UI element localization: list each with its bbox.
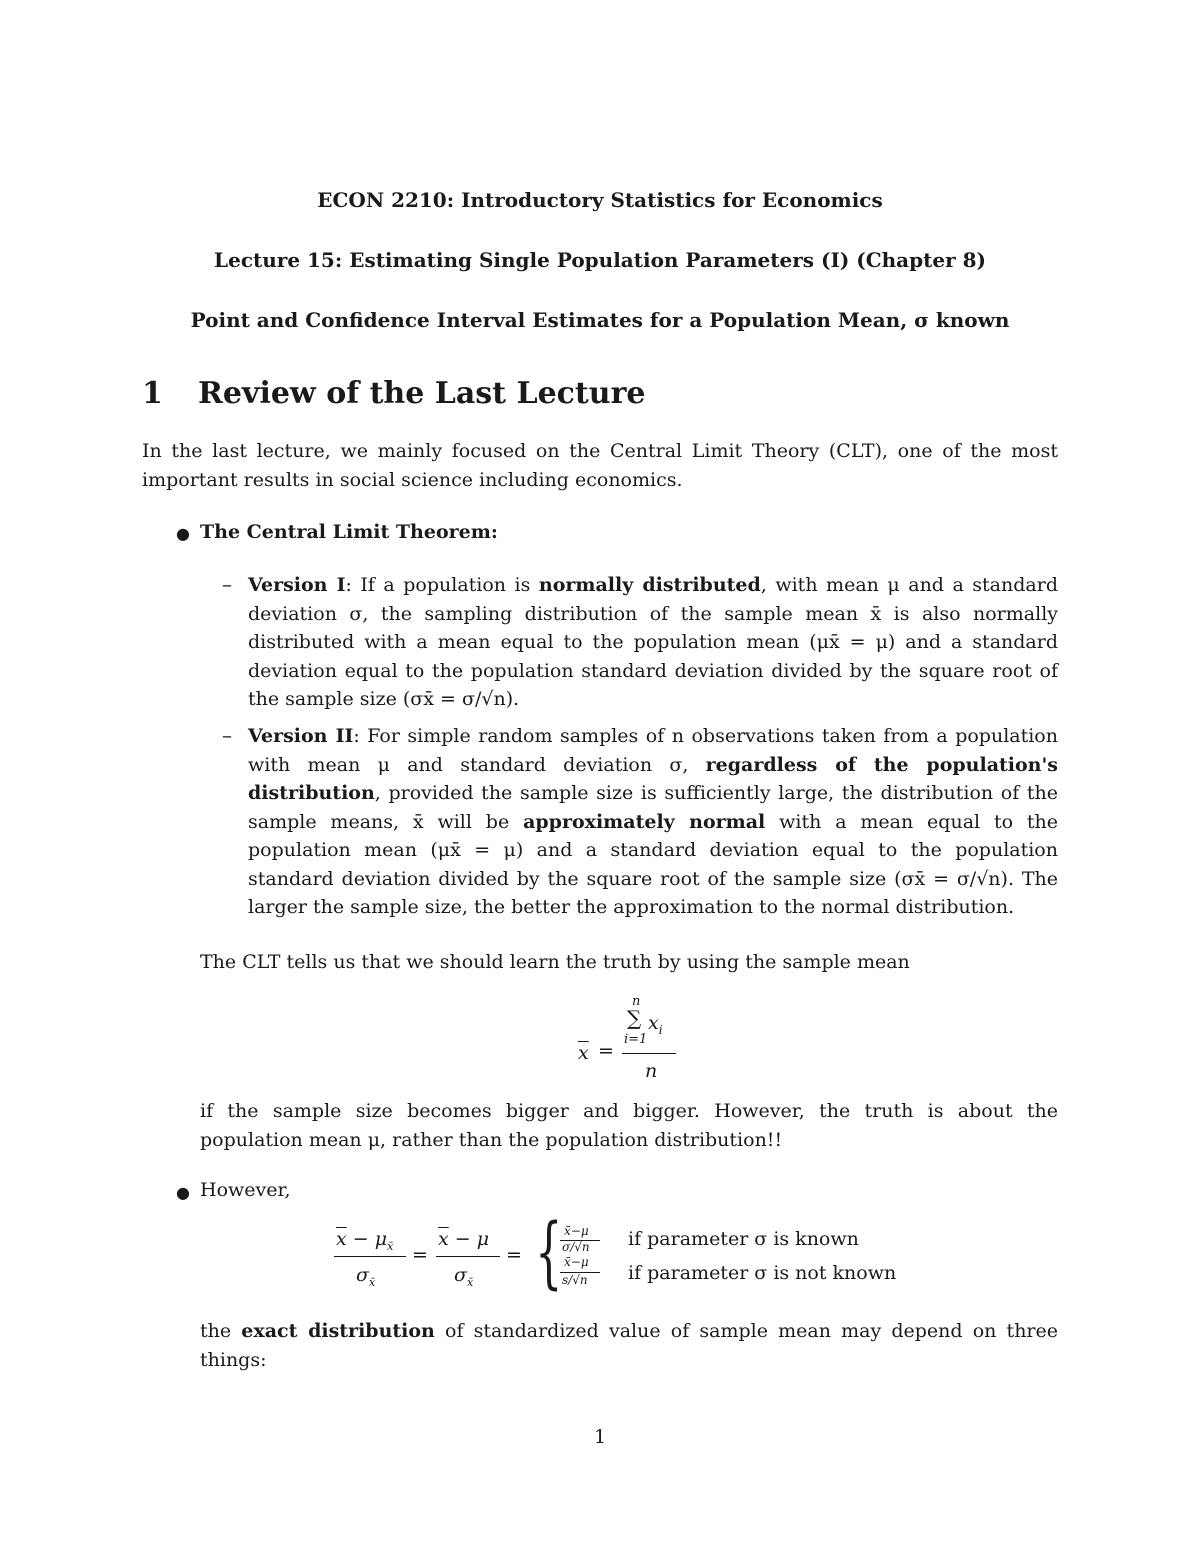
- version1-text-a: : If a population is: [345, 574, 539, 596]
- clt-tells-text: The CLT tells us that we should learn the truth by using the sample mean: [200, 951, 910, 973]
- version2-text-c: with a mean equal to the population mean (μx̄ = μ) and a standard deviation equal to the population standard deviation divided by the square root of the sample size (σx̄ = σ/√n). The larger the sample size, the better the approximation to the normal distribution.: [248, 810, 1058, 918]
- exact-text-b: of standardized value of sample mean may depend on three things:: [200, 1320, 1058, 1371]
- exact-text-a: the: [200, 1320, 242, 1342]
- version2-text-a: : For simple random samples of n observations taken from a population with mean μ and standard deviation σ,: [248, 725, 1058, 776]
- version1-label: Version I: [248, 574, 346, 596]
- case-unknown: if parameter σ is not known: [628, 1262, 897, 1284]
- clt-heading: The Central Limit Theorem:: [200, 521, 498, 543]
- bullet-dot: ●: [176, 524, 190, 543]
- version2-text-b: , provided the sample size is sufficiently large, the distribution of the sample means, x̄ will be: [248, 782, 1058, 833]
- version1-bold: normally distributed: [538, 574, 761, 596]
- exact-bold: exact distribution: [241, 1320, 435, 1342]
- lecture-title: Lecture 15: Estimating Single Population Parameters (I) (Chapter 8): [214, 248, 986, 272]
- however-label: However,: [200, 1179, 291, 1201]
- version2-label: Version II: [248, 725, 354, 747]
- version1-paragraph: [248, 571, 1058, 714]
- topic-title: Point and Confidence Interval Estimates for a Population Mean, σ known: [190, 308, 1010, 332]
- version1-text-b: , with mean μ and a standard deviation σ, the sampling distribution of the sample mean x̄ is also normally distributed with a mean equal to the population mean (μx̄ = μ) and a standard deviation equal to the population standard deviation divided by the square root of the sample size (σx̄ = σ/√n).: [248, 574, 1058, 710]
- exact-distribution-paragraph: [200, 1317, 1058, 1374]
- section-title: Review of the Last Lecture: [198, 376, 646, 411]
- after-formula-text: if the sample size becomes bigger and bigger. However, the truth is about the population mean μ, rather than the population distribution!!: [200, 1100, 1058, 1151]
- dash-marker: –: [222, 572, 232, 596]
- standardization-formula: $\overline{x} - \mu_{x̄}$ $\sigma_{x̄}$ = $\overline{x} - \mu$ $\sigma_{x̄}$ = { x̄−μ σ/√n x̄−μ s/√n if parameter σ is known if parameter σ is not known: [336, 1208, 897, 1298]
- dash-marker: –: [222, 723, 232, 747]
- bullet-dot: ●: [176, 1183, 190, 1202]
- version2-paragraph: [248, 722, 1058, 922]
- version2-bold-1: regardless of the population's distribution: [248, 753, 1058, 804]
- intro-paragraph: In the last lecture, we mainly focused on the Central Limit Theory (CLT), one of the most important results in social science including economics.: [142, 440, 1058, 491]
- version2-bold-2: approximately normal: [523, 810, 766, 833]
- section-number: 1: [142, 376, 163, 411]
- sample-mean-formula: $\overline{x}$ = n ∑ $x_i$ i=1 n: [574, 996, 694, 1086]
- section-heading: [142, 376, 646, 411]
- course-title: ECON 2210: Introductory Statistics for Economics: [317, 188, 883, 212]
- page-number: 1: [593, 1426, 607, 1448]
- case-known: if parameter σ is known: [628, 1228, 859, 1250]
